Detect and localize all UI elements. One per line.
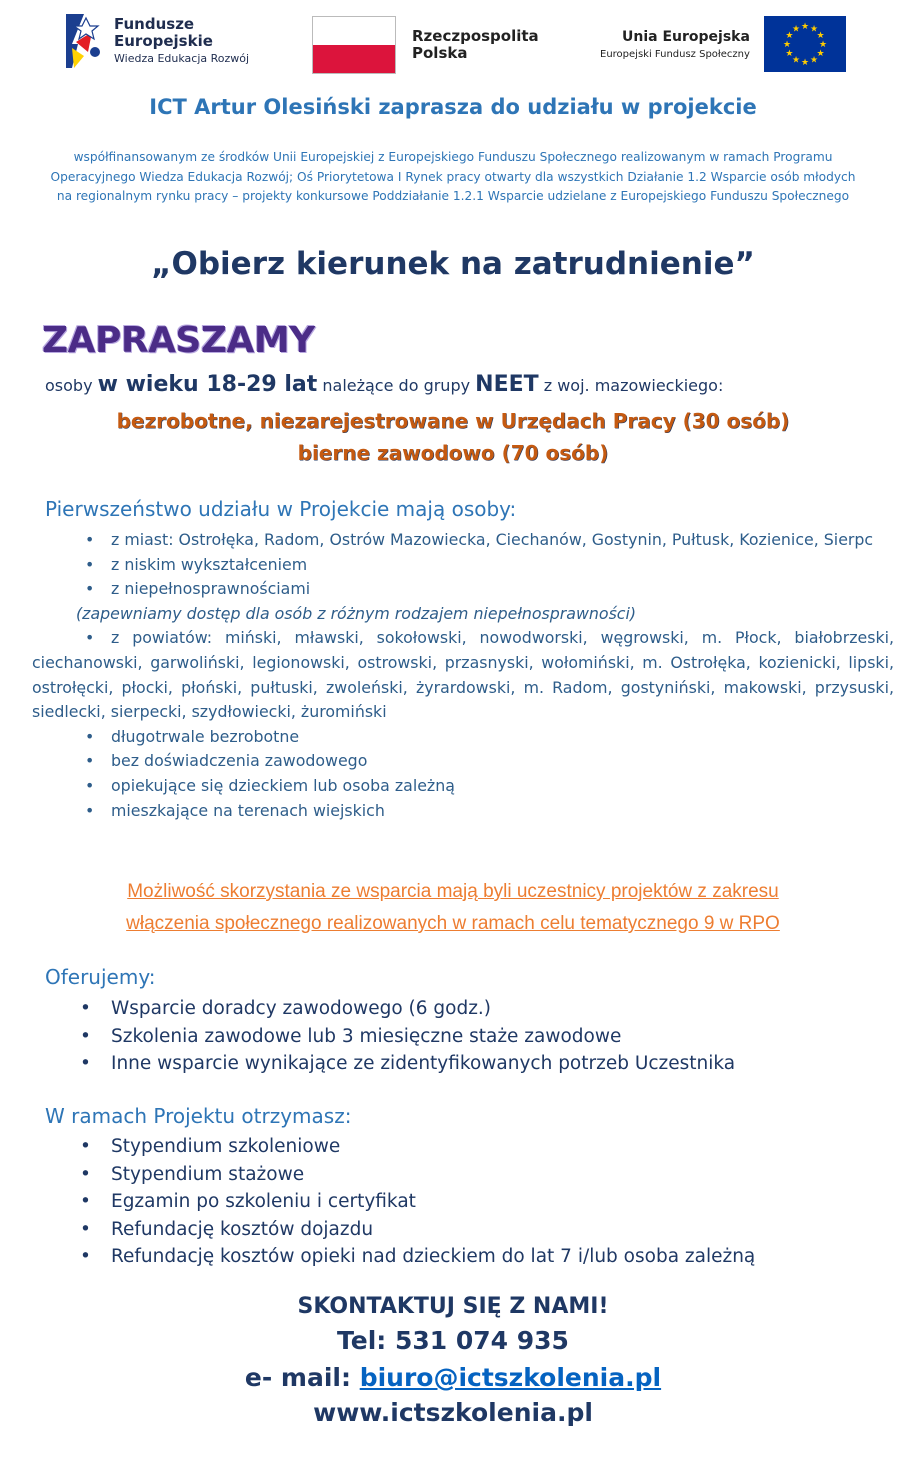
bullet-icon: • <box>85 530 95 549</box>
list-item <box>32 626 894 724</box>
eu-star-icon: ★ <box>782 40 791 50</box>
bullet-icon: • <box>85 775 95 795</box>
eu-star-icon: ★ <box>785 31 794 41</box>
eu-flag-icon <box>764 16 846 72</box>
list-item-text: Refundację kosztów dojazdu <box>111 1218 374 1240</box>
list-item-text: Szkolenia zawodowe lub 3 miesięczne staże zawodowe <box>111 1025 622 1047</box>
receive-list <box>80 1133 880 1271</box>
bullet-icon: • <box>85 800 95 820</box>
logo-bar <box>0 0 906 90</box>
list-item-text: Stypendium stażowe <box>111 1163 305 1185</box>
eu-star-icon: ★ <box>800 58 809 68</box>
offer-list <box>80 995 880 1078</box>
list-item <box>80 1050 880 1078</box>
list-item <box>80 1023 880 1051</box>
eu-star-icon: ★ <box>800 22 809 32</box>
ue-line1: Unia Europejska <box>622 28 750 45</box>
fe-line3: Wiedza Edukacja Rozwój <box>114 52 250 66</box>
neet-label: NEET <box>475 372 539 397</box>
list-item <box>32 799 894 824</box>
bullet-icon: • <box>80 1163 91 1185</box>
list-item <box>80 1133 880 1161</box>
age-mid: należące do grupy <box>317 376 476 395</box>
list-item <box>32 725 894 750</box>
fe-line2: Europejskie <box>114 31 213 50</box>
rp-line1: Rzeczpospolita <box>412 26 539 45</box>
notice-line1: Możliwość skorzystania ze wsparcia mają byli uczestnicy projektów z zakresu <box>127 881 779 902</box>
invite-heading: ZAPRASZAMY <box>42 320 315 361</box>
header-title: ICT Artur Olesiński zaprasza do udziału w projekcie <box>149 95 757 119</box>
offer-heading: Oferujemy: <box>45 965 156 989</box>
fundusze-europejskie-text <box>114 16 249 65</box>
eu-star-icon: ★ <box>809 24 818 35</box>
accessibility-note: (zapewniamy dostęp dla osób z różnym rodzajem niepełnosprawności) <box>76 603 637 623</box>
list-item-text: Wsparcie doradcy zawodowego (6 godz.) <box>111 998 492 1019</box>
fe-line1: Fundusze <box>114 15 195 34</box>
bullet-icon: • <box>85 628 95 648</box>
bullet-icon: • <box>85 579 95 599</box>
list-item-text: Refundację kosztów opieki nad dzieckiem do lat 7 i/lub osoba zależną <box>111 1246 756 1267</box>
target-group-inactive: bierne zawodowo (70 osób) <box>297 441 609 465</box>
list-item-text: z niepełnosprawnościami <box>111 579 311 599</box>
age-post: z woj. mazowieckiego: <box>538 376 724 395</box>
eu-star-icon: ★ <box>816 49 825 59</box>
bullet-icon: • <box>80 1053 91 1074</box>
list-item-text: bez doświadczenia zawodowego <box>111 751 368 771</box>
notice-line2: włączenia społecznego realizowanych w ramach celu tematycznego 9 w RPO <box>126 913 780 934</box>
age-line <box>45 372 723 397</box>
list-item <box>32 749 894 774</box>
list-item <box>32 774 894 799</box>
bullet-icon: • <box>80 1218 91 1240</box>
eu-star-icon: ★ <box>809 55 818 66</box>
contact-email-line <box>0 1363 906 1392</box>
bullet-icon: • <box>80 1136 91 1157</box>
list-item <box>32 577 894 602</box>
bullet-icon: • <box>85 554 95 574</box>
fundusze-europejskie-logo <box>62 8 249 74</box>
eu-star-icon: ★ <box>791 55 800 66</box>
receive-heading: W ramach Projektu otrzymasz: <box>45 1104 352 1128</box>
contact-heading: SKONTAKTUJ SIĘ Z NAMI! <box>297 1294 609 1319</box>
age-range: w wieku 18-29 lat <box>97 372 318 397</box>
list-item <box>32 528 894 553</box>
list-item <box>80 1216 880 1244</box>
list-item-text: z powiatów: miński, mławski, sokołowski, nowodworski, węgrowski, m. Płock, białobrzeski, ciechanowski, garwoliński, legionowski, ostrowski, przasnyski, wołomiński, m. Ostrołęka, kozienicki, lipski, ostrołęcki, płocki, płoński, pułtuski, zwoleński, żyrardowski, m. Radom, gostyniński, makowski, przysuski, siedlecki, sierpecki, szydłowiecki, żuromiński <box>32 628 894 722</box>
project-title: „Obierz kierunek na zatrudnienie” <box>151 246 755 282</box>
bullet-icon: • <box>80 1025 91 1047</box>
list-item <box>80 1243 880 1271</box>
fundusze-europejskie-mark-icon <box>62 8 106 74</box>
eu-star-icon: ★ <box>785 49 794 59</box>
list-item-text: mieszkające na terenach wiejskich <box>111 800 385 820</box>
list-item-text: Egzamin po szkoleniu i certyfikat <box>111 1191 416 1212</box>
priority-heading: Pierwszeństwo udziału w Projekcie mają osoby: <box>45 497 517 521</box>
contact-phone: Tel: 531 074 935 <box>337 1326 569 1355</box>
bullet-icon: • <box>85 751 95 771</box>
ue-line2: Europejski Fundusz Społeczny <box>600 48 750 60</box>
list-item-text: z niskim wykształceniem <box>111 554 308 574</box>
age-pre: osoby <box>45 376 98 395</box>
website-link[interactable]: www.ictszkolenia.pl <box>313 1398 593 1427</box>
bullet-icon: • <box>80 1246 91 1267</box>
rzeczpospolita-polska-logo <box>312 16 539 74</box>
unia-europejska-logo <box>600 16 846 72</box>
list-item-text: długotrwale bezrobotne <box>111 726 300 746</box>
cofinancing-text: współfinansowanym ze środków Unii Europejskiej z Europejskiego Funduszu Społecznego realizowanym w ramach Programu Operacyjnego Wiedza Edukacja Rozwój; Oś Priorytetowa I Rynek pracy otwarty dla wszystkich Działanie 1.2 Wsparcie osób młodych na regionalnym rynku pracy – projekty konkursowe Poddziałanie 1.2.1 Wsparcie udzielane z Europejskiego Funduszu Społecznego <box>50 150 856 203</box>
list-item <box>80 995 880 1023</box>
bullet-icon: • <box>80 1191 91 1212</box>
list-item <box>80 1188 880 1216</box>
email-label: e- mail: <box>244 1363 360 1392</box>
rzeczpospolita-polska-text <box>412 28 539 63</box>
eligibility-notice <box>0 876 906 940</box>
list-item-text: Inne wsparcie wynikające ze zidentyfikowanych potrzeb Uczestnika <box>111 1053 736 1074</box>
list-item-text: z miast: Ostrołęka, Radom, Ostrów Mazowiecka, Ciechanów, Gostynin, Pułtusk, Kozienice, Sierpc <box>111 530 874 549</box>
rp-line2: Polska <box>412 44 468 62</box>
target-group-unemployed: bezrobotne, niezarejestrowane w Urzędach Pracy (30 osób) <box>116 409 790 433</box>
list-item <box>32 553 894 578</box>
list-item-text: Stypendium szkoleniowe <box>111 1136 341 1157</box>
polish-flag-icon <box>312 16 396 74</box>
email-link[interactable]: biuro@ictszkolenia.pl <box>359 1363 662 1392</box>
bullet-icon: • <box>85 726 95 746</box>
list-item <box>80 1161 880 1189</box>
list-item-text: opiekujące się dzieckiem lub osoba zależną <box>111 775 455 795</box>
eu-star-icon: ★ <box>816 31 825 41</box>
unia-europejska-text <box>600 29 750 60</box>
eu-star-icon: ★ <box>818 40 827 50</box>
priority-list <box>32 528 894 823</box>
eu-star-icon: ★ <box>791 24 800 35</box>
bullet-icon: • <box>80 998 91 1019</box>
